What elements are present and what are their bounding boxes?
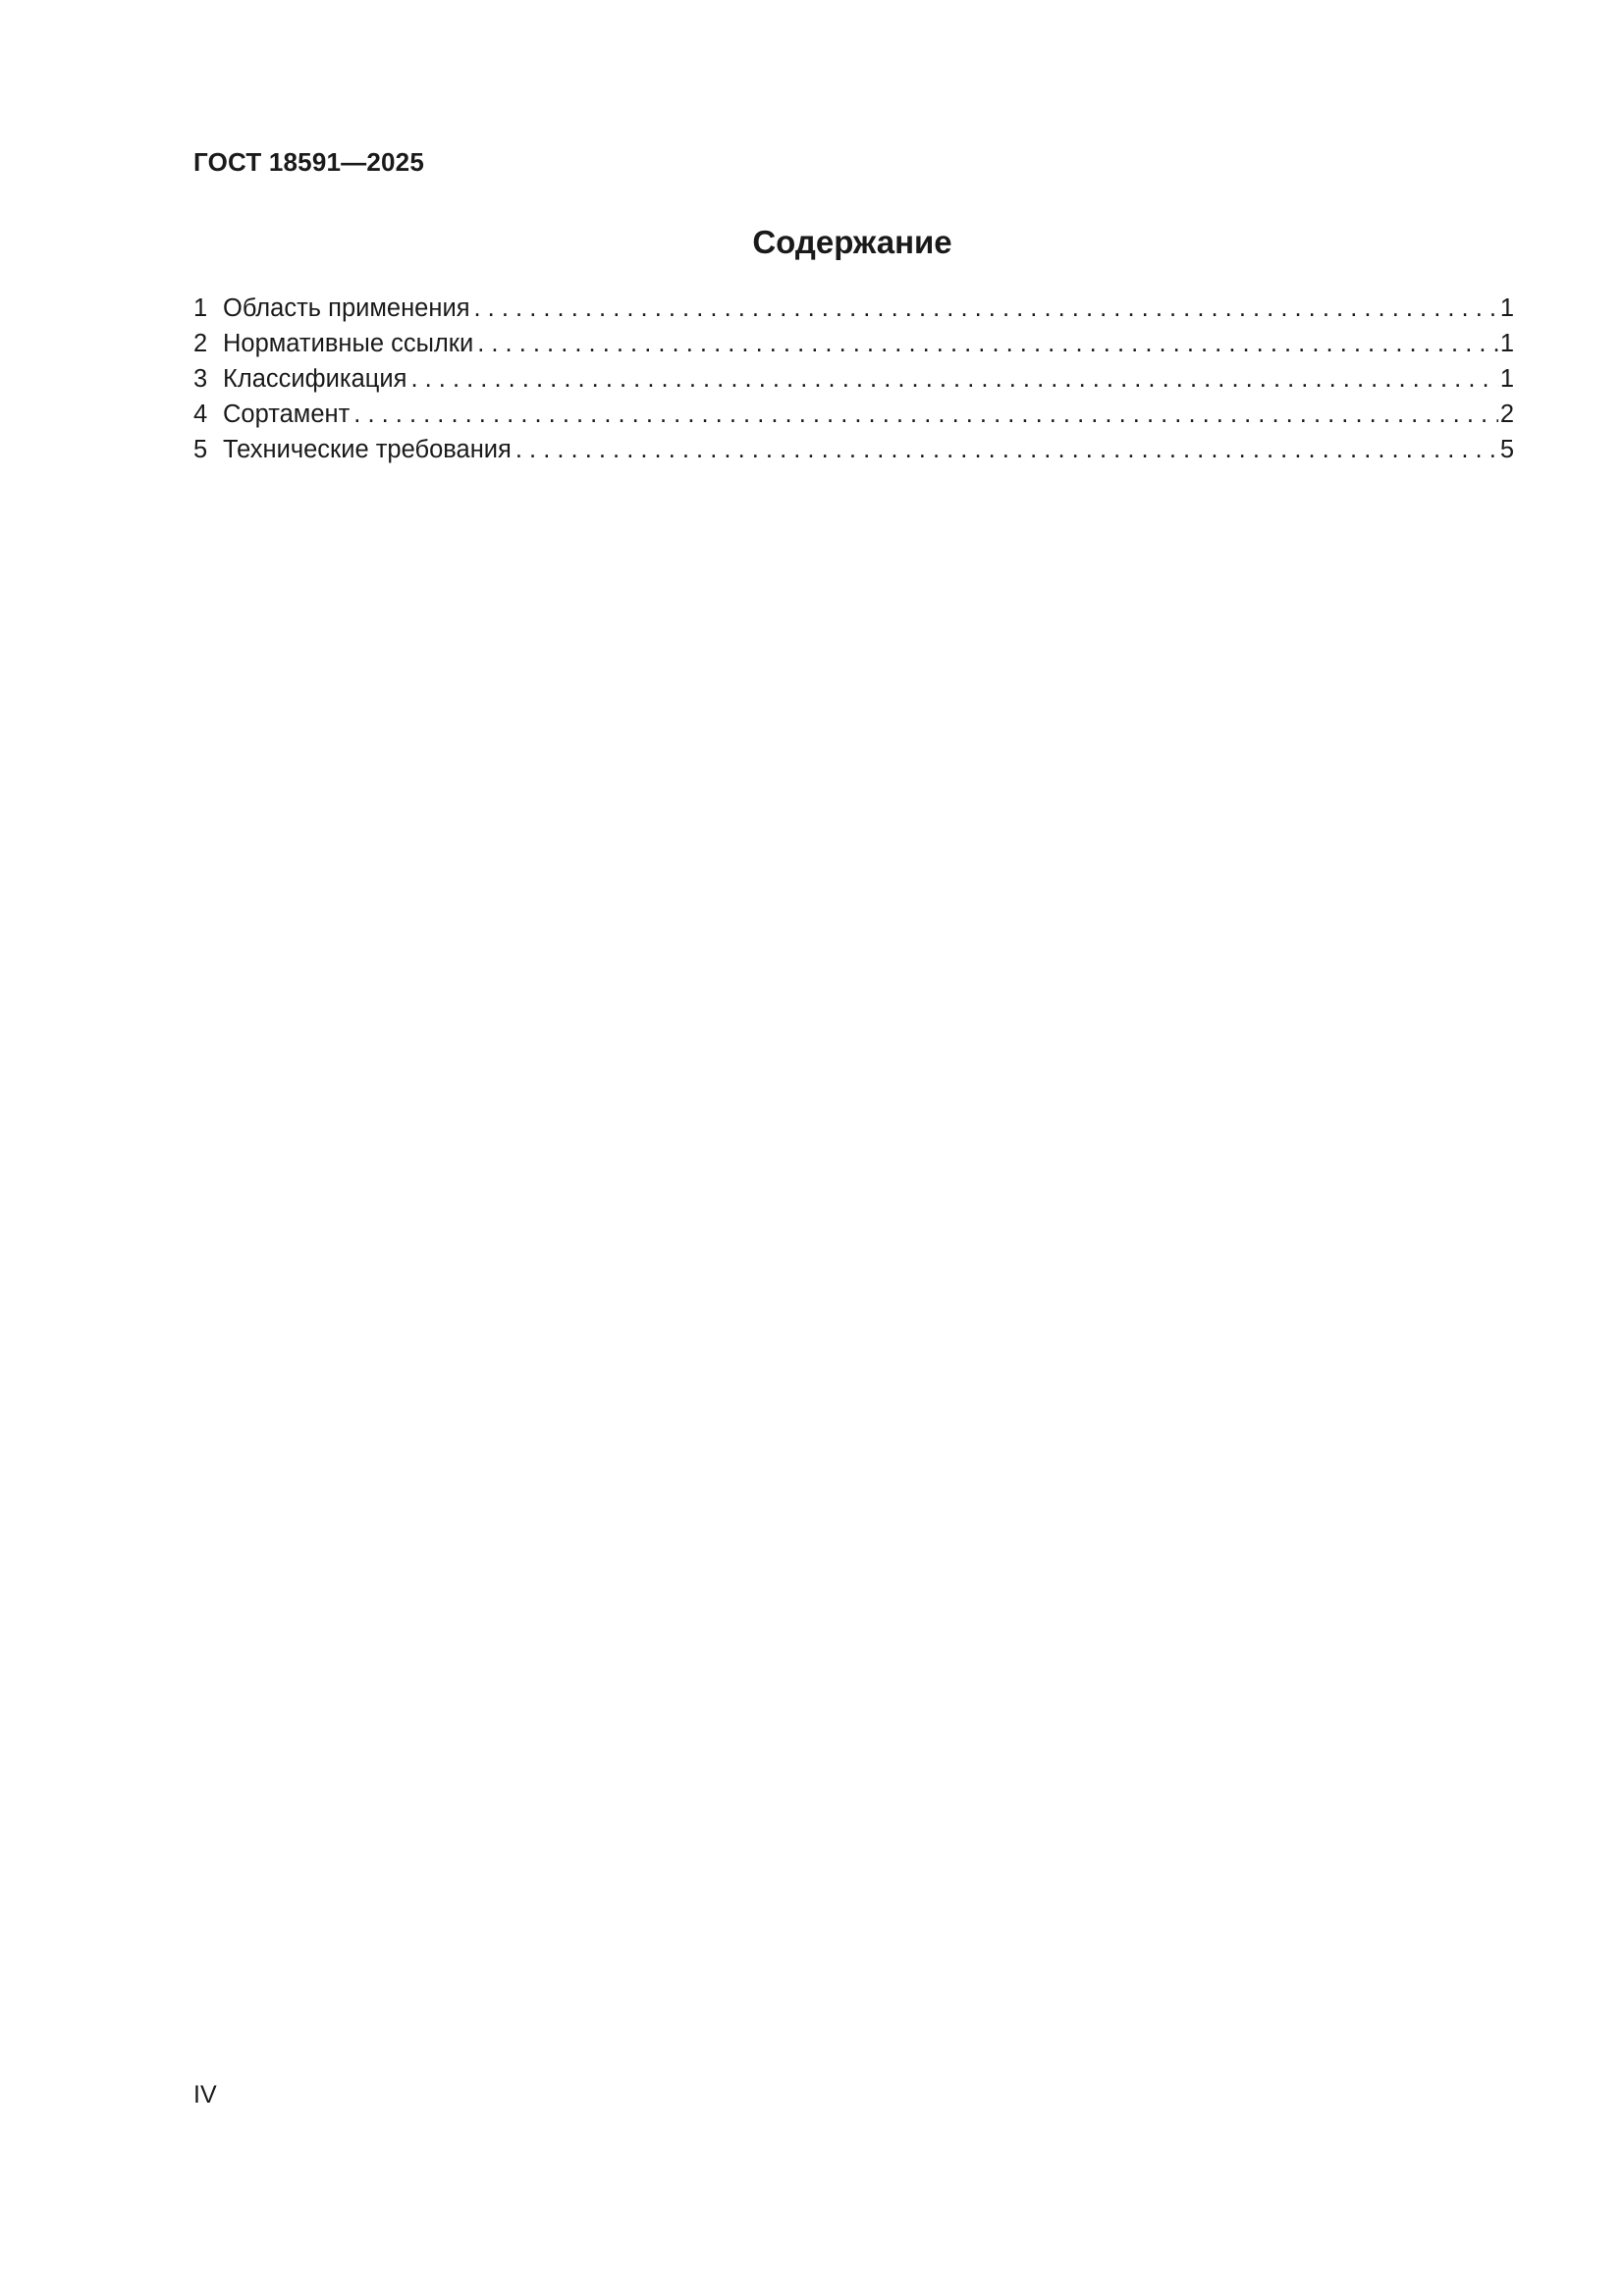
toc-entry-label: Нормативные ссылки	[223, 330, 474, 357]
toc-entry[interactable]	[193, 361, 1514, 397]
toc-leader-dots	[477, 326, 1498, 361]
toc-entry-page: 1	[1499, 365, 1514, 393]
toc-entry[interactable]	[193, 291, 1514, 326]
toc-entry-number: 1	[193, 294, 208, 322]
toc-title: Содержание	[752, 224, 952, 260]
toc-entry-label: Сортамент	[223, 400, 351, 428]
toc-entry-label: Область применения	[223, 294, 470, 322]
toc-leader-dots	[515, 432, 1498, 467]
toc-leader-dots	[474, 291, 1498, 326]
page-number: IV	[193, 2081, 217, 2109]
toc-leader-dots	[410, 361, 1497, 397]
toc-entry-number: 4	[193, 400, 208, 428]
toc-entry[interactable]	[193, 432, 1514, 467]
table-of-contents	[193, 291, 1514, 467]
toc-entry-number: 2	[193, 330, 208, 357]
toc-entry-label: Классификация	[223, 365, 407, 393]
toc-leader-dots	[353, 397, 1498, 432]
toc-entry-label: Технические требования	[223, 436, 512, 463]
toc-entry-page: 1	[1499, 330, 1514, 357]
toc-entry-page: 2	[1499, 400, 1514, 428]
toc-entry[interactable]	[193, 326, 1514, 361]
toc-entry-number: 3	[193, 365, 208, 393]
document-code: ГОСТ 18591—2025	[193, 147, 424, 177]
toc-entry[interactable]	[193, 397, 1514, 432]
toc-entry-number: 5	[193, 436, 208, 463]
toc-entry-page: 1	[1499, 294, 1514, 322]
toc-entry-page: 5	[1499, 436, 1514, 463]
